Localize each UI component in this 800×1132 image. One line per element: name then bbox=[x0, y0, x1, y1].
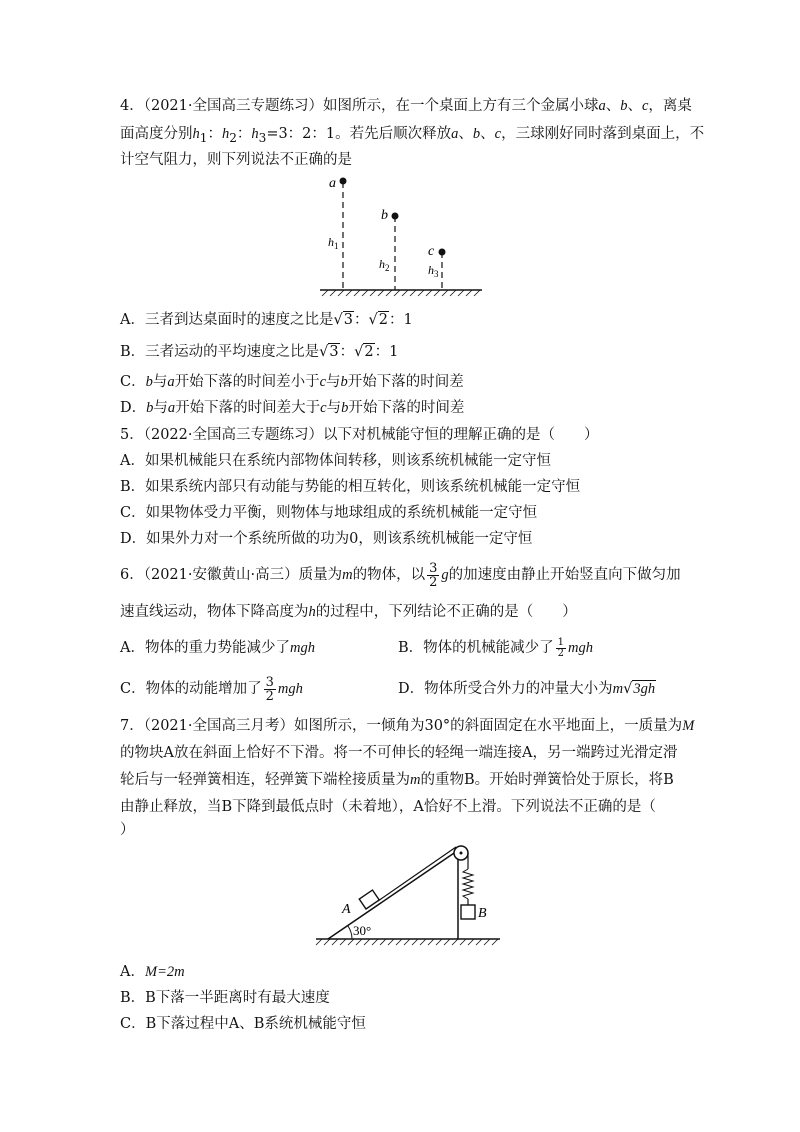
q7-line-2: 的物块A放在斜面上恰好不下滑。将一不可伸长的轻绳一端连接A，另一端跨过光滑定滑 bbox=[120, 745, 678, 761]
label-c: c bbox=[428, 244, 435, 259]
ball-b bbox=[392, 213, 399, 220]
rope bbox=[378, 847, 456, 901]
q7-line-3: 轮后与一轻弹簧相连，轻弹簧下端栓接质量为m的重物B。开始时弹簧恰处于原长，将B bbox=[120, 772, 674, 788]
q4-option-a: A．三者到达桌面时的速度之比是√3：√2：1 bbox=[120, 312, 413, 328]
q7-figure bbox=[308, 835, 508, 950]
q6-option-d: D．物体所受合外力的冲量大小为m√3gh bbox=[398, 681, 656, 697]
label-h1: $h_1$ bbox=[328, 235, 339, 251]
q4-figure bbox=[318, 170, 488, 300]
pulley-axle bbox=[460, 852, 463, 855]
var-b: b bbox=[620, 98, 628, 114]
incline bbox=[328, 849, 460, 939]
label-a: a bbox=[329, 176, 336, 191]
q7-option-c: C．B下落过程中A、B系统机械能守恒 bbox=[120, 1016, 366, 1032]
q4-line-2: 面高度分别$h_1$：$h_2$：$h_3=3$：2：1。若先后顺次释放a、b、c，三球刚好同时落到桌面上，不 bbox=[120, 126, 705, 145]
q5-option-a: A．如果机械能只在系统内部物体间转移，则该系统机械能一定守恒 bbox=[120, 453, 551, 469]
angle-label: 30° bbox=[353, 923, 372, 938]
q4-option-d: D．b与a开始下落的时间差大于c与b开始下落的时间差 bbox=[120, 400, 465, 416]
q6-option-c: C．物体的动能增加了 $\frac{3}{2}$ mgh bbox=[120, 674, 303, 704]
label-b: b bbox=[381, 208, 388, 223]
q7-line-1: 7．（2021·全国高三月考）如图所示，一倾角为30°的斜面固定在水平地面上，一质量为M bbox=[120, 718, 695, 734]
q7-line-4: 由静止释放，当B下降到最低点时（未着地），A恰好不上滑。下列说法不正确的是（ bbox=[120, 799, 656, 815]
q4-text: 4．（2021·全国高三专题练习）如图所示，在一个桌面上方有三个金属小球 bbox=[120, 98, 599, 114]
q4-option-b: B．三者运动的平均速度之比是√3：√2：1 bbox=[120, 344, 399, 360]
ball-c bbox=[439, 249, 446, 256]
label-h3: $h_3$ bbox=[428, 263, 439, 279]
q6-line-2: 速直线运动，物体下降高度为h的过程中，下列结论不正确的是（ ） bbox=[120, 604, 577, 620]
var-c: c bbox=[641, 98, 649, 114]
ground-hatch bbox=[316, 939, 498, 945]
q4-option-c: C．b与a开始下落的时间差小于c与b开始下落的时间差 bbox=[120, 374, 464, 390]
fraction-3-2: $\frac{3}{2}$ bbox=[429, 560, 438, 590]
label-b: B bbox=[478, 906, 487, 921]
q6-option-a: A．物体的重力势能减少了mgh bbox=[120, 640, 315, 656]
q5-option-b: B．如果系统内部只有动能与势能的相互转化，则该系统机械能一定守恒 bbox=[120, 479, 581, 495]
q7-option-a: A．M=2m bbox=[120, 964, 185, 980]
q4-line-3: 计空气阻力，则下列说法不正确的是 bbox=[120, 152, 352, 168]
q6-line-1: 6．（2021·安徽黄山·高三）质量为m的物体，以 $\frac{3}{2}$ g的加速度由静止开始竖直向下做匀加 bbox=[120, 560, 681, 590]
q4-line-1: 4．（2021·全国高三专题练习）如图所示，在一个桌面上方有三个金属小球a、b、c，离桌 bbox=[120, 98, 692, 114]
q5-option-c: C．如果物体受力平衡，则物体与地球组成的系统机械能一定守恒 bbox=[120, 505, 538, 521]
block-b bbox=[461, 905, 475, 919]
label-a: A bbox=[342, 902, 351, 917]
ball-a bbox=[340, 178, 347, 185]
q5-stem: 5．（2022·全国高三专题练习）以下对机械能守恒的理解正确的是（ ） bbox=[120, 427, 599, 443]
angle-arc bbox=[348, 926, 352, 939]
var-a: a bbox=[598, 98, 606, 114]
q5-option-d: D．如果外力对一个系统所做的功为0，则该系统机械能一定守恒 bbox=[120, 531, 533, 547]
q7-line-5: ） bbox=[120, 822, 135, 838]
ground-hatch bbox=[322, 290, 480, 296]
q6-option-b: B．物体的机械能减少了 $\frac{1}{2}$ mgh bbox=[398, 636, 594, 659]
spring bbox=[463, 869, 473, 899]
q7-option-b: B．B下落一半距离时有最大速度 bbox=[120, 990, 330, 1006]
label-h2: $h_2$ bbox=[379, 257, 390, 273]
